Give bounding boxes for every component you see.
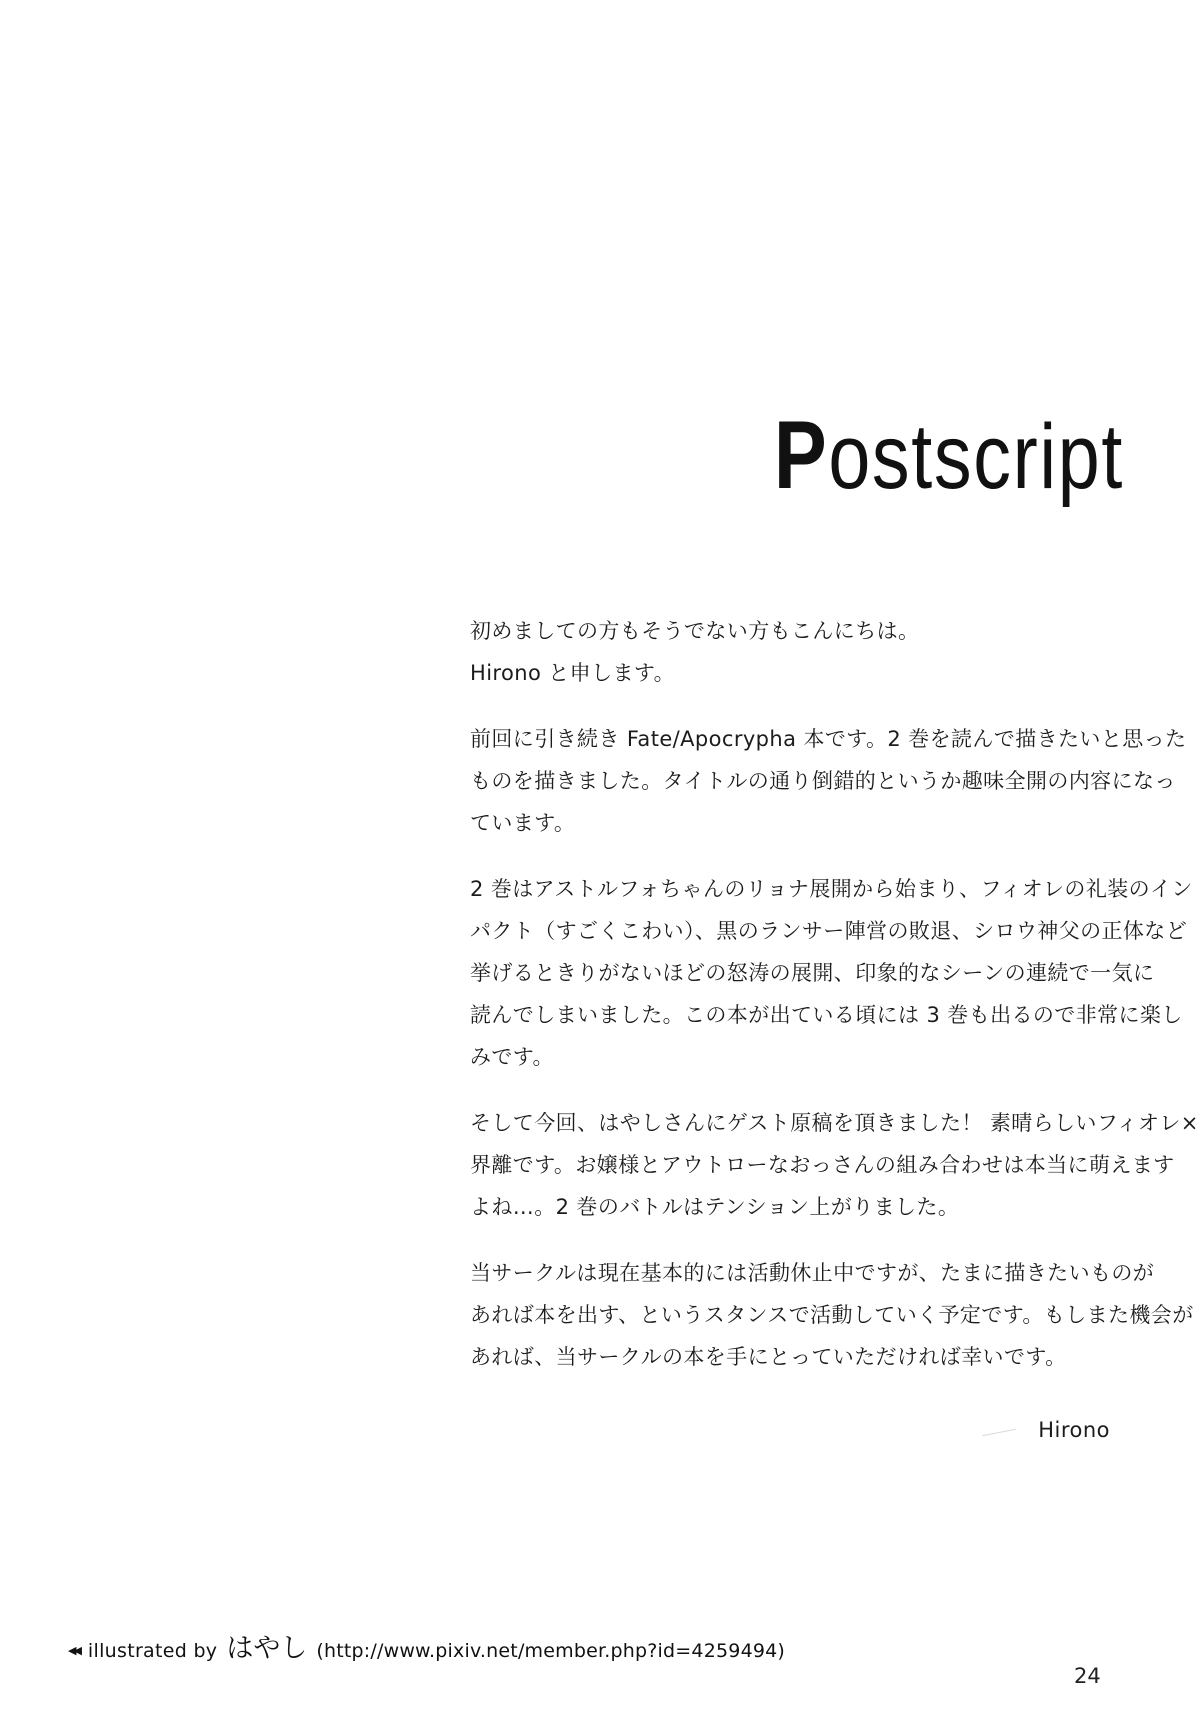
text-line: 初めましての方もそうでない方もこんにちは。 xyxy=(470,619,920,643)
text-line: よね…。2 巻のバトルはテンション上がりました。 xyxy=(470,1195,960,1219)
text-line: 2 巻はアストルフォちゃんのリョナ展開から始まり、フィオレの礼装のイン xyxy=(470,877,1193,901)
credit-artist-name: はやし xyxy=(226,1633,308,1664)
text-line: 前回に引き続き Fate/Apocrypha 本です。2 巻を読んで描きたいと思った xyxy=(470,727,1187,751)
credit-footer xyxy=(68,1626,785,1665)
paragraph xyxy=(470,1252,1194,1378)
double-left-triangle-icon: ◀◀ xyxy=(68,1644,79,1657)
text-line: 当サークルは現在基本的には活動休止中ですが、たまに描きたいものが xyxy=(470,1261,1155,1285)
credit-prefix-label: illustrated by xyxy=(87,1640,218,1662)
text-line: あれば本を出す、というスタンスで活動していく予定です。もしまた機会が xyxy=(470,1303,1194,1327)
credit-url: (http://www.pixiv.net/member.php?id=4259494) xyxy=(316,1640,786,1662)
body-text xyxy=(470,610,1199,1402)
page-title-rest: ostscript xyxy=(828,406,1124,508)
text-line: そして今回、はやしさんにゲスト原稿を頂きました！ 素晴らしいフィオレ× xyxy=(470,1111,1199,1135)
text-line: Hirono と申します。 xyxy=(470,661,675,685)
paragraph xyxy=(470,610,1125,694)
text-line: ています。 xyxy=(470,811,576,835)
text-line: パクト（すごくこわい）、黒のランサー陣営の敗退、シロウ神父の正体など xyxy=(470,919,1188,943)
paragraph xyxy=(470,1102,1199,1228)
text-line: 読んでしまいました。この本が出ている頃には 3 巻も出るので非常に楽し xyxy=(470,1003,1183,1027)
paragraph xyxy=(470,868,1193,1078)
text-line: 界離です。お嬢様とアウトローなおっさんの組み合わせは本当に萌えます xyxy=(470,1153,1175,1177)
paragraph xyxy=(470,718,1187,844)
page-title-initial: P xyxy=(773,402,829,509)
text-line: 挙げるときりがないほどの怒涛の展開、印象的なシーンの連続で一気に xyxy=(470,961,1155,985)
page-number: 24 xyxy=(1074,1664,1101,1688)
page-title xyxy=(773,402,1124,509)
text-line: ものを描きました。タイトルの通り倒錯的というか趣味全開の内容になっ xyxy=(470,769,1176,793)
text-line: あれば、当サークルの本を手にとっていただければ幸いです。 xyxy=(470,1345,1067,1369)
author-signature: Hirono xyxy=(1038,1418,1110,1442)
text-line: みです。 xyxy=(470,1045,554,1069)
